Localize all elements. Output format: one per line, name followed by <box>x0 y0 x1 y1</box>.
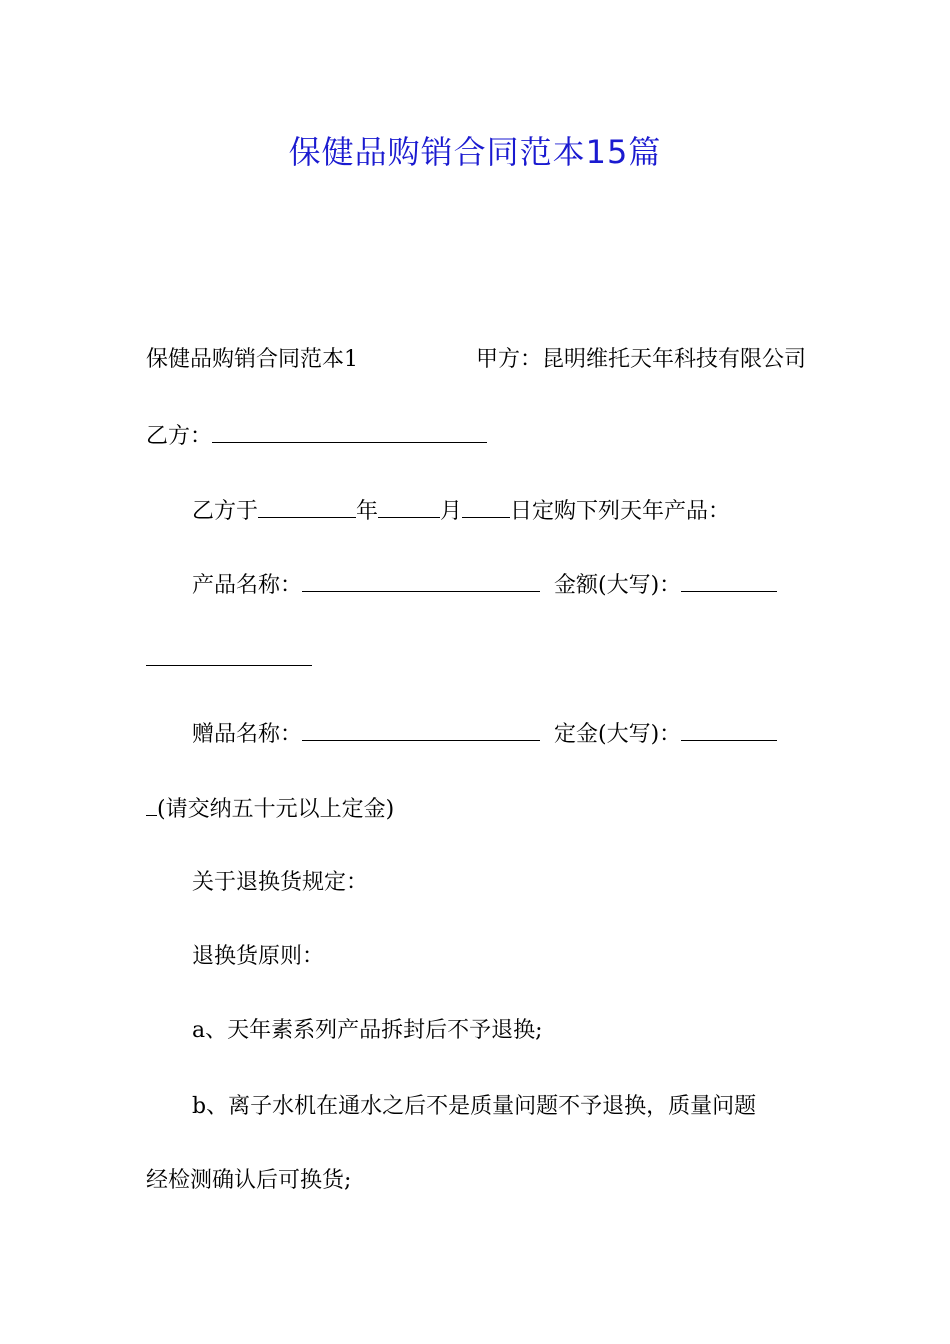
amount-blank-continued[interactable] <box>146 643 312 666</box>
party-b-blank[interactable] <box>212 420 487 443</box>
order-year: 年 <box>356 499 379 524</box>
contract-heading: 保健品购销合同范本1 <box>146 347 358 372</box>
document-title: 保健品购销合同范本15篇 <box>288 133 662 171</box>
party-a: 甲方：昆明维托天年科技有限公司 <box>475 347 806 372</box>
gift-line <box>192 718 806 748</box>
rule-b-line2: 经检测确认后可换货; <box>146 1168 352 1193</box>
deposit-note: (请交纳五十元以上定金) <box>157 797 395 822</box>
month-blank[interactable] <box>378 495 440 518</box>
deposit-blank[interactable] <box>681 718 777 741</box>
return-principle: 退换货原则： <box>192 944 325 969</box>
deposit-note-line <box>146 793 806 823</box>
year-blank[interactable] <box>258 495 356 518</box>
heading-line <box>146 345 806 375</box>
deposit-label: 定金(大写)： <box>554 722 682 747</box>
order-prefix: 乙方于 <box>192 499 259 524</box>
product-blank[interactable] <box>302 569 540 592</box>
return-title: 关于退换货规定： <box>192 870 369 895</box>
gift-label: 赠品名称： <box>192 722 303 747</box>
product-label: 产品名称： <box>192 573 303 598</box>
order-line <box>192 495 806 525</box>
rule-b-line1: b、离子水机在通水之后不是质量问题不予退换，质量问题 <box>192 1094 757 1119</box>
product-line <box>192 569 806 599</box>
order-suffix: 日定购下列天年产品： <box>510 499 731 524</box>
amount-label: 金额(大写)： <box>554 573 682 598</box>
amount-blank[interactable] <box>681 569 777 592</box>
party-b-label: 乙方： <box>146 424 213 449</box>
amount-continuation <box>146 643 806 673</box>
rule-a: a、天年素系列产品拆封后不予退换; <box>192 1018 543 1043</box>
deposit-blank-continued[interactable] <box>146 793 157 816</box>
gift-blank[interactable] <box>302 718 540 741</box>
party-b-line <box>146 420 806 450</box>
order-month: 月 <box>440 499 463 524</box>
day-blank[interactable] <box>462 495 510 518</box>
